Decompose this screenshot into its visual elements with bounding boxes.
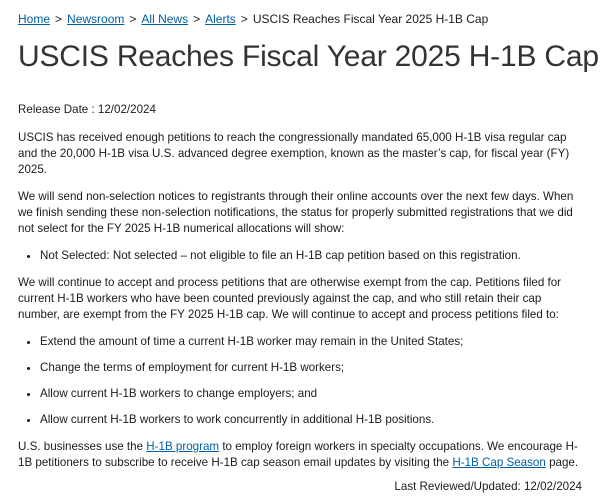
- breadcrumb-home-link[interactable]: Home: [18, 12, 51, 26]
- list-item: • Extend the amount of time a current H-1B worker may remain in the United States;: [40, 334, 582, 350]
- last-reviewed: Last Reviewed/Updated: 12/02/2024: [394, 480, 582, 493]
- exempt-petitions-list: [18, 334, 582, 428]
- list-item: • Allow current H-1B workers to work concurrently in additional H-1B positions.: [40, 412, 582, 428]
- breadcrumb-separator: >: [240, 12, 248, 26]
- list-item: • Change the terms of employment for current H-1B workers;: [40, 360, 582, 376]
- paragraph-exempt: We will continue to accept and process petitions that are otherwise exempt from the cap. Petitions filed for current H-1B workers who have been counted previously against the cap, and who still retain their cap number, are exempt from the FY 2025 H-1B cap. We will continue to accept and process petitions filed to:: [18, 276, 562, 321]
- paragraph-cap-reached: USCIS has received enough petitions to reach the congressionally mandated 65,000 H-1B visa regular cap and the 20,000 H-1B visa U.S. advanced degree exemption, known as the master’s cap, for fiscal year (FY) 2025.: [18, 131, 570, 176]
- status-list: [18, 248, 582, 264]
- breadcrumb-newsroom-link[interactable]: Newsroom: [67, 12, 125, 26]
- paragraph-closing: [18, 439, 582, 471]
- breadcrumb-separator: >: [129, 12, 137, 26]
- closing-text: U.S. businesses use the: [18, 440, 144, 453]
- h1b-cap-season-link[interactable]: H-1B Cap Season: [452, 456, 546, 469]
- breadcrumb-separator: >: [193, 12, 201, 26]
- article-body: [18, 102, 582, 482]
- breadcrumb-separator: >: [55, 12, 63, 26]
- release-date: Release Date : 12/02/2024: [18, 103, 156, 116]
- h1b-program-link[interactable]: H-1B program: [146, 440, 220, 453]
- breadcrumb-current: USCIS Reaches Fiscal Year 2025 H-1B Cap: [252, 12, 489, 26]
- page-title: USCIS Reaches Fiscal Year 2025 H-1B Cap: [18, 40, 599, 73]
- closing-text: to employ foreign workers in specialty occupations. We encourage H-1B petitioners to subscribe to receive H-1B cap season email updates by visiting the: [18, 440, 578, 469]
- closing-text: page.: [549, 456, 579, 469]
- list-item: • Allow current H-1B workers to change employers; and: [40, 386, 582, 402]
- breadcrumb: [18, 12, 488, 26]
- breadcrumb-alerts-link[interactable]: Alerts: [205, 12, 236, 26]
- paragraph-non-selection: We will send non-selection notices to registrants through their online accounts over the next few days. When we finish sending these non-selection notifications, the status for properly submitted registrations that we did not select for the FY 2025 H-1B numerical allocations will show:: [18, 190, 574, 235]
- list-item: • Not Selected: Not selected – not eligible to file an H-1B cap petition based on this registration.: [40, 248, 582, 264]
- breadcrumb-all-news-link[interactable]: All News: [141, 12, 189, 26]
